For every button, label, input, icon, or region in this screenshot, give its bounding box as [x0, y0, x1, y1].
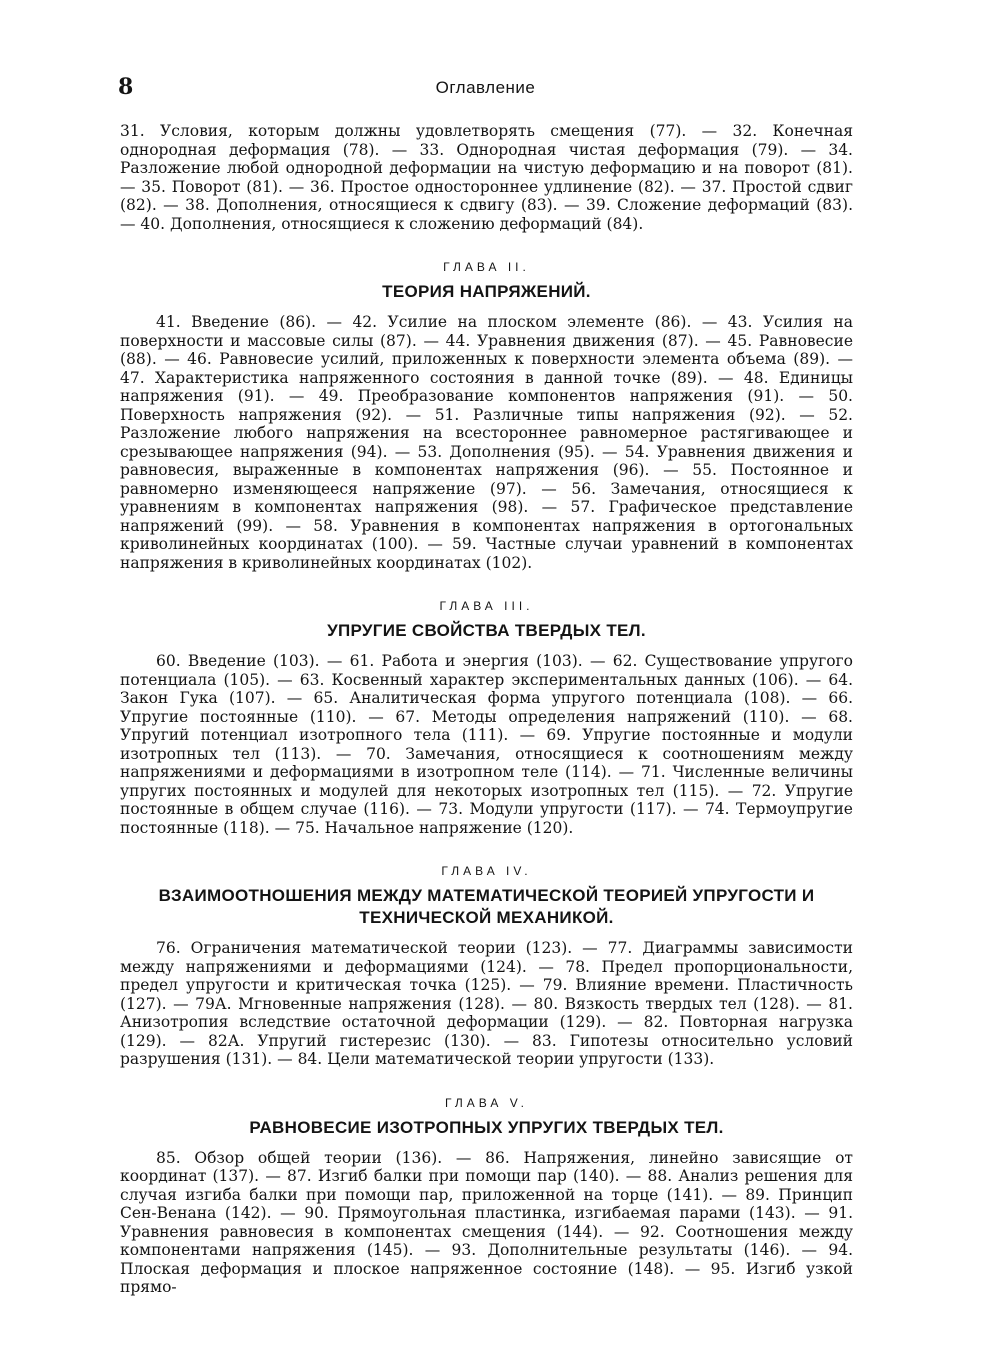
chapter-title: РАВНОВЕСИЕ ИЗОТРОПНЫХ УПРУГИХ ТВЕРДЫХ ТЕЛ. — [249, 1117, 724, 1137]
chapter-label: ГЛАВА II. — [443, 260, 530, 274]
chapter-3 — [120, 598, 853, 837]
chapter-label: ГЛАВА IV. — [441, 864, 532, 878]
chapter-label: ГЛАВА III. — [439, 599, 534, 613]
running-title: Оглавление — [435, 78, 536, 97]
chapter-contents: 60. Введение (103). — 61. Работа и энергия (103). — 62. Существование упругого потенциала (105). — 63. Косвенный характер экспериментальных данных (106). — 64. Закон Гука (107). — 65. Аналитическая форма упругого потенциала (108). — 66. Упругие постоянные (110). — 67. Методы определения напряжений (110). — 68. Упругий потенциал изотропного тела (111). — 69. Упругие постоянные и модули изотропных тел (113). — 70. Замечания, относящиеся к соотношениям между напряжениями и деформациями в изотропном теле (114). — 71. Численные величины упругих постоянных и модулей для некоторых изотропных тел (115). — 72. Упругие постоянные в общем случае (116). — 73. Модули упругости (117). — 74. Термоупругие постоянные (118). — 75. Начальное напряжение (120). — [120, 652, 853, 837]
intro-paragraph: 31. Условия, которым должны удовлетворять смещения (77). — 32. Конечная однородная деформация (78). — 33. Однородная чистая деформация (79). — 34. Разложение любой однородной деформации на чистую деформацию и на поворот (81). — 35. Поворот (81). — 36. Простое одностороннее удлинение (82). — 37. Простой сдвиг (82). — 38. Дополнения, относящиеся к сдвигу (83). — 39. Сложение деформаций (83). — 40. Дополнения, относящиеся к сложению деформаций (84). — [120, 122, 853, 233]
chapter-contents: 76. Ограничения математической теории (123). — 77. Диаграммы зависимости между напряжениями и деформациями (124). — 78. Предел пропорциональности, предел упругости и критическая точка (125). — 79. Влияние времени. Пластичность (127). — 79А. Мгновенные напряжения (128). — 80. Вязкость твердых тел (128). — 81. Анизотропия вследствие остаточной деформации (129). — 82. Повторная нагрузка (129). — 82А. Упругий гистерезис (130). — 83. Гипотезы относительно условий разрушения (131). — 84. Цели математической теории упругости (133). — [120, 939, 853, 1068]
chapter-4 — [120, 863, 853, 1069]
page-number: 8 — [118, 74, 134, 100]
table-of-contents — [120, 122, 853, 1297]
chapter-2 — [120, 259, 853, 572]
page-header — [118, 74, 853, 104]
chapter-5 — [120, 1095, 853, 1297]
chapter-title: ВЗАИМООТНОШЕНИЯ МЕЖДУ МАТЕМАТИЧЕСКОЙ ТЕОРИЕЙ УПРУГОСТИ И ТЕХНИЧЕСКОЙ МЕХАНИКОЙ. — [158, 886, 815, 927]
chapter-contents: 41. Введение (86). — 42. Усилие на плоском элементе (86). — 43. Усилия на поверхности и массовые силы (87). — 44. Уравнения движения (87). — 45. Равновесие (88). — 46. Равновесие усилий, приложенных к поверхности элемента объема (89). — 47. Характеристика напряженного состояния в данной точке (89). — 48. Единицы напряжения (91). — 49. Преобразование компонентов напряжения (91). — 50. Поверхность напряжения (92). — 51. Различные типы напряжения (92). — 52. Разложение любого напряжения на всестороннее равномерное растягивающее и срезывающее напряжения (94). — 53. Дополнения (95). — 54. Уравнения движения и равновесия, выраженные в компонентах напряжения (96). — 55. Постоянное и равномерно изменяющееся напряжение (97). — 56. Замечания, относящиеся к уравнениям в компонентах напряжения (98). — 57. Графическое представление напряжений (99). — 58. Уравнения в компонентах напряжения в ортогональных криволинейных координатах (100). — 59. Частные случаи уравнений в компонентах напряжения в криволинейных координатах (102). — [120, 313, 853, 572]
chapter-title: УПРУГИЕ СВОЙСТВА ТВЕРДЫХ ТЕЛ. — [327, 621, 646, 640]
chapter-title: ТЕОРИЯ НАПРЯЖЕНИЙ. — [382, 282, 591, 301]
chapter-label: ГЛАВА V. — [445, 1095, 528, 1110]
chapter-contents: 85. Обзор общей теории (136). — 86. Напряжения, линейно зависящие от координат (137). — 87. Изгиб балки при помощи пар (140). — 88. Анализ решения для случая изгиба балки при помощи пар, приложенной на торце (141). — 89. Принцип Сен-Венана (142). — 90. Прямоугольная пластинка, изгибаемая парами (143). — 91. Уравнения равновесия в компонентах смещения (144). — 92. Соотношения между компонентами напряжения (145). — 93. Дополнительные результаты (146). — 94. Плоская деформация и плоское напряженное состояние (148). — 95. Изгиб узкой прямо- — [120, 1148, 853, 1296]
